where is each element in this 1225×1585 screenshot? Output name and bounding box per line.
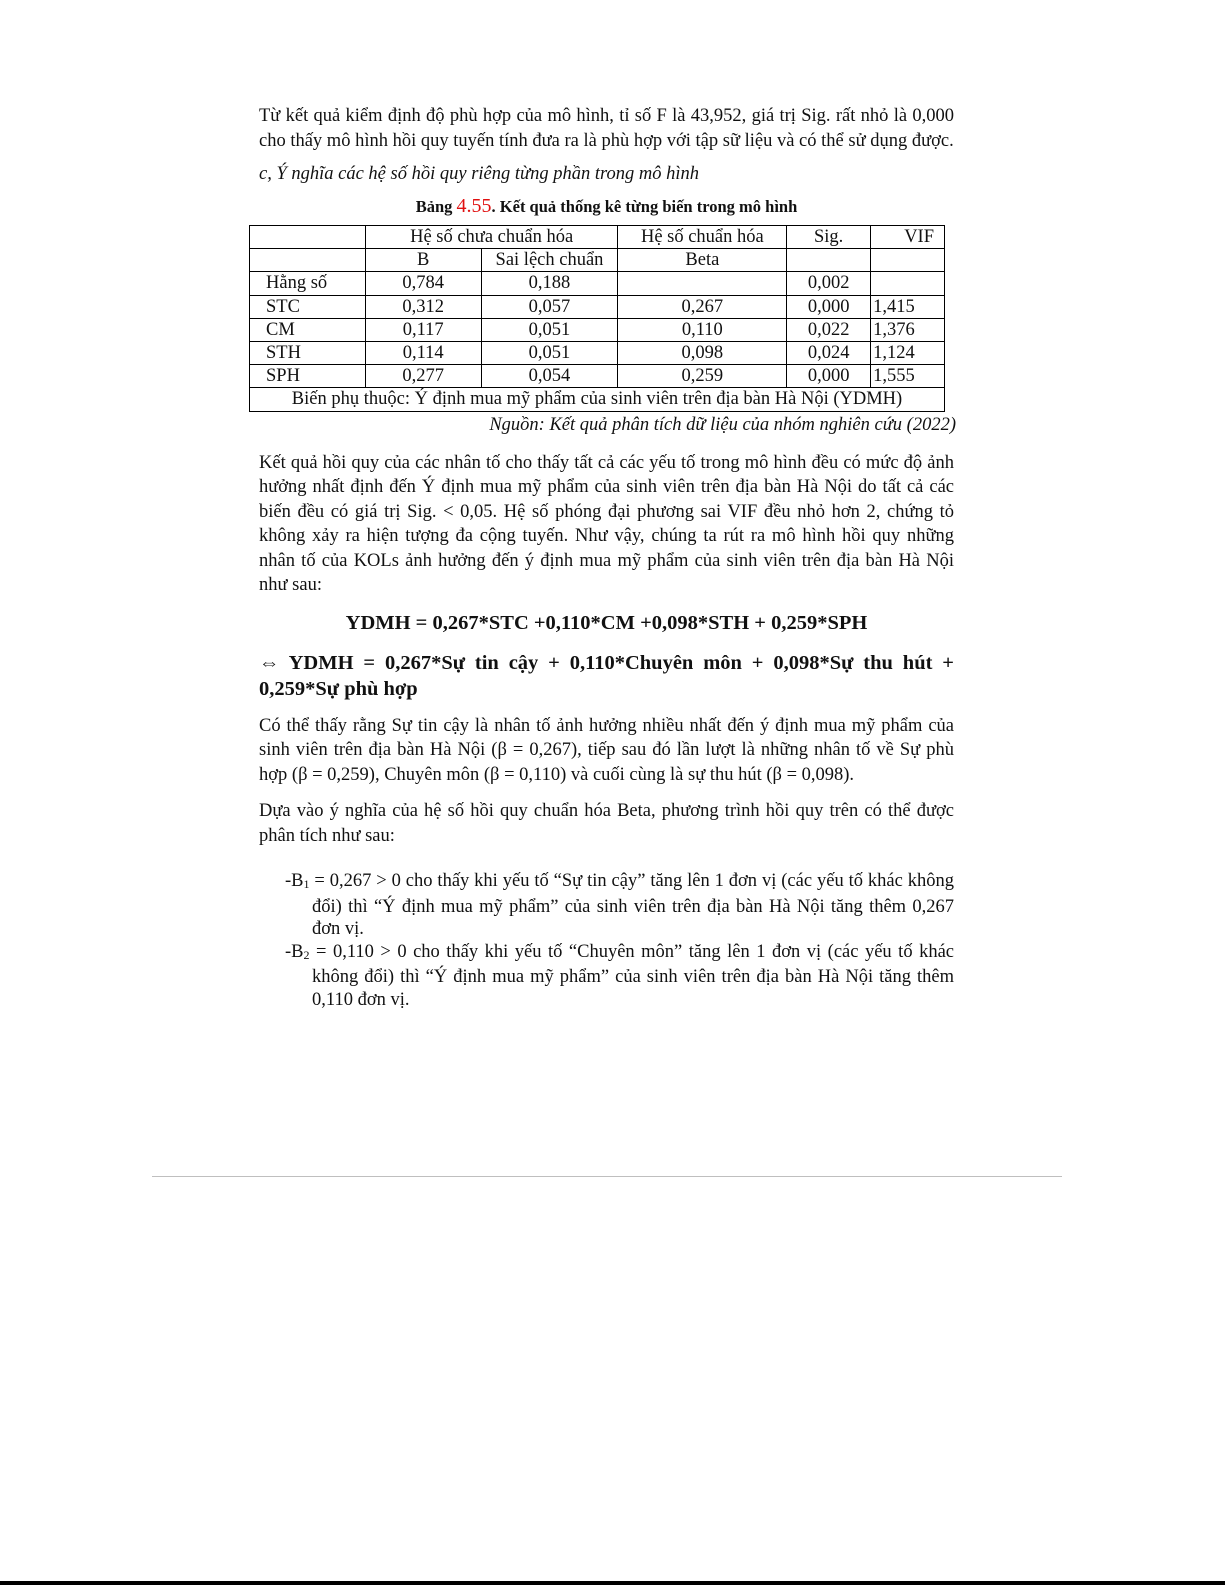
table-subheader-row [250,249,945,272]
row-vif: 1,555 [871,365,945,388]
row-sig: 0,002 [787,272,871,295]
row-beta: 0,267 [618,295,787,318]
intro-paragraph: Từ kết quả kiểm định độ phù hợp của mô hình, tỉ số F là 43,952, giá trị Sig. rất nhỏ là 0,000 cho thấy mô hình hồi quy tuyến tính đưa ra là phù hợp với tập sữ liệu và có thể sử dụng được. [259,106,954,151]
table-row [250,318,945,341]
table-row [250,341,945,364]
footer-divider [152,1176,1062,1177]
header-unstandardized: Hệ số chưa chuẩn hóa [365,226,618,249]
results-table [249,225,945,412]
table-caption [259,195,954,218]
bullet-subscript: 1 [303,877,310,891]
row-beta: 0,110 [618,318,787,341]
row-std-error: 0,188 [481,272,618,295]
table-caption-prefix: Bảng [415,197,457,216]
page-content [259,104,954,1011]
regression-equation-expanded: ⇔ YDMH = 0,267*Sự tin cậy + 0,110*Chuyên môn + 0,098*Sự thu hút + 0,259*Sự phù hợp [259,651,954,700]
row-std-error: 0,057 [481,295,618,318]
bullet-text: = 0,267 > 0 cho thấy khi yếu tố “Sự tin cậy” tăng lên 1 đơn vị (các yếu tố khác không đổi) thì “Ý định mua mỹ phẩm” của sinh viên trên địa bàn Hà Nội tăng thêm 0,267 đơn vị. [309,871,954,939]
table-source: Nguồn: Kết quả phân tích dữ liệu của nhóm nghiên cứu (2022) [489,414,956,435]
table-footer-row [250,388,945,411]
row-beta: 0,098 [618,341,787,364]
table-row [250,295,945,318]
bullet-prefix: -B [285,871,304,891]
row-variable: STH [250,341,366,364]
bullet-item [259,870,954,941]
row-b: 0,784 [365,272,481,295]
row-std-error: 0,051 [481,341,618,364]
bullet-subscript: 2 [303,947,310,962]
row-b: 0,114 [365,341,481,364]
row-variable: CM [250,318,366,341]
row-sig: 0,024 [787,341,871,364]
row-variable: STC [250,295,366,318]
row-vif: 1,376 [871,318,945,341]
table-header-row [250,226,945,249]
row-sig: 0,000 [787,295,871,318]
row-sig: 0,000 [787,365,871,388]
row-std-error: 0,054 [481,365,618,388]
row-vif: 1,415 [871,295,945,318]
bullet-prefix: -B [285,941,304,962]
row-std-error: 0,051 [481,318,618,341]
row-beta: 0,259 [618,365,787,388]
regression-equation: YDMH = 0,267*STC +0,110*CM +0,098*STH + 0,259*SPH [345,611,868,634]
bullet-item [259,941,954,1012]
header-b: B [365,249,481,272]
table-caption-text: . Kết quả thống kê từng biến trong mô hình [491,197,798,216]
header-beta: Beta [618,249,787,272]
row-beta [618,272,787,295]
row-sig: 0,022 [787,318,871,341]
header-vif: VIF [871,226,945,249]
header-blank [250,226,366,249]
row-vif: 1,124 [871,341,945,364]
header-std-error: Sai lệch chuẩn [481,249,618,272]
beta-paragraph: Dựa vào ý nghĩa của hệ số hồi quy chuẩn hóa Beta, phương trình hồi quy trên có thể được phân tích như sau: [259,801,954,846]
regression-paragraph: Kết quả hồi quy của các nhân tố cho thấy tất cả các yếu tố trong mô hình đều có mức độ ảnh hưởng nhất định đến Ý định mua mỹ phẩm của sinh viên trên địa bàn Hà Nội do tất cả các biến đều có giá trị Sig. < 0,05. Hệ số phóng đại phương sai VIF đều nhỏ hơn 2, chứng tỏ không xảy ra hiện tượng đa cộng tuyến. Như vậy, chúng ta rút ra mô hình hồi quy những nhân tố của KOLs ảnh hưởng đến ý định mua mỹ phẩm của sinh viên trên địa bàn Hà Nội như sau: [259,452,954,595]
importance-paragraph: Có thể thấy rằng Sự tin cậy là nhân tố ảnh hưởng nhiều nhất đến ý định mua mỹ phẩm của sinh viên trên địa bàn Hà Nội (β = 0,267), tiếp sau đó lần lượt là những nhân tố về Sự phù hợp (β = 0,259), Chuyên môn (β = 0,110) và cuối cùng là sự thu hút (β = 0,098). [259,715,954,785]
dependent-variable-note: Biến phụ thuộc: Ý định mua mỹ phẩm của sinh viên trên địa bàn Hà Nội (YDMH) [250,388,945,411]
row-variable: SPH [250,365,366,388]
row-b: 0,117 [365,318,481,341]
row-vif [871,272,945,295]
header-sig: Sig. [787,226,871,249]
header-standardized: Hệ số chuẩn hóa [618,226,787,249]
row-b: 0,312 [365,295,481,318]
section-heading: c, Ý nghĩa các hệ số hồi quy riêng từng phần trong mô hình [259,164,700,184]
table-row [250,365,945,388]
page-bottom-edge [0,1581,1225,1585]
table-number: 4.55 [456,195,492,217]
row-b: 0,277 [365,365,481,388]
bullet-text: = 0,110 > 0 cho thấy khi yếu tố “Chuyên môn” tăng lên 1 đơn vị (các yếu tố khác không đổi) thì “Ý định mua mỹ phẩm” của sinh viên trên địa bàn Hà Nội tăng thêm 0,110 đơn vị. [309,941,954,1010]
row-variable: Hằng số [250,272,366,295]
table-row [250,272,945,295]
